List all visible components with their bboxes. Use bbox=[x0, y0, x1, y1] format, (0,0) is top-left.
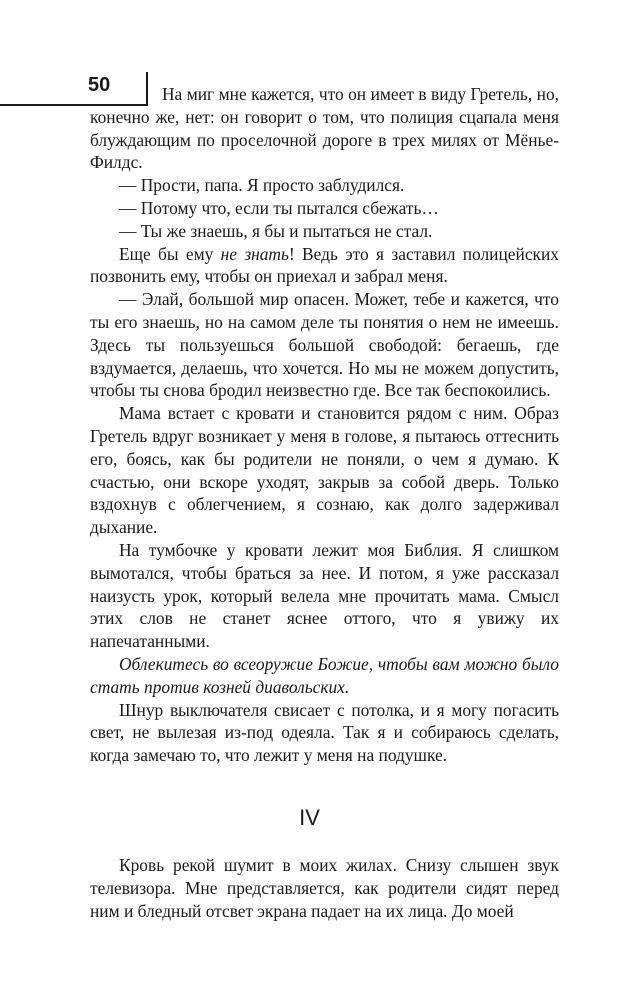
dialogue-line: — Потому что, если ты пытался сбежать… bbox=[119, 197, 439, 218]
paragraph: На тумбочке у кровати лежит моя Библия. Я слишком вымотался, чтобы браться за нее. И потом, я уже рассказал наизусть урок, который велела мне прочитать мама. Смысл этих слов не станет яснее оттого, что я увижу их напечатанными. bbox=[90, 539, 559, 652]
main-text bbox=[90, 83, 559, 767]
dialogue-line: — Ты же знаешь, я бы и пытаться не стал. bbox=[119, 220, 433, 241]
dialogue-line: — Прости, папа. Я просто заблудился. bbox=[119, 175, 405, 196]
paragraph: Шнур выключателя свисает с потолка, и я могу погасить свет, не вылезая из-под одеяла. Так я и собираюсь сделать, когда замечаю то, что лежит у меня на подушке. bbox=[90, 699, 559, 766]
paragraph: Мама встает с кровати и становится рядом с ним. Образ Гретель вдруг возникает у меня в голове, я пытаюсь оттеснить его, боясь, как бы родители не поняли, о чем я думаю. К счастью, они вскоре уходят, закрыв за собой дверь. Только вздохнув с облегчением, я сознаю, как долго задерживал дыхание. bbox=[90, 403, 559, 538]
page-number: 50 bbox=[88, 74, 111, 96]
chapter-text bbox=[90, 854, 559, 922]
emphasis: не знать bbox=[220, 243, 289, 264]
paragraph: На миг мне кажется, что он имеет в виду Гретель, но, конечно же, нет: он говорит о том, что полиция сцапала меня блуждающим по проселочной дороге в трех милях от Мёнье-Филдс. bbox=[90, 84, 559, 173]
text-run: Еще бы ему bbox=[119, 243, 221, 264]
text-run: ! Ведь это я заставил полицейских позвонить ему, чтобы он приехал и забрал меня. bbox=[90, 243, 559, 287]
scripture-quote: Облекитесь во всеоружие Божие, чтобы вам можно было стать против козней диавольских. bbox=[90, 653, 559, 697]
paragraph: Кровь рекой шумит в моих жилах. Снизу слышен звук телевизора. Мне представляется, как родители сидят перед ним и бледный отсвет экрана падает на их лица. До моей bbox=[90, 855, 559, 921]
dialogue-line: — Элай, большой мир опасен. Может, тебе и кажется, что ты его знаешь, но на самом деле ты понятия о нем не имеешь. Здесь ты пользуешься большой свободой: бегаешь, где вздумается, делаешь, что хочется. Но мы не можем допустить, чтобы ты снова бродил неизвестно где. Все так беспокоились. bbox=[90, 289, 559, 401]
paragraph bbox=[90, 243, 559, 289]
chapter-heading: IV bbox=[299, 805, 320, 830]
